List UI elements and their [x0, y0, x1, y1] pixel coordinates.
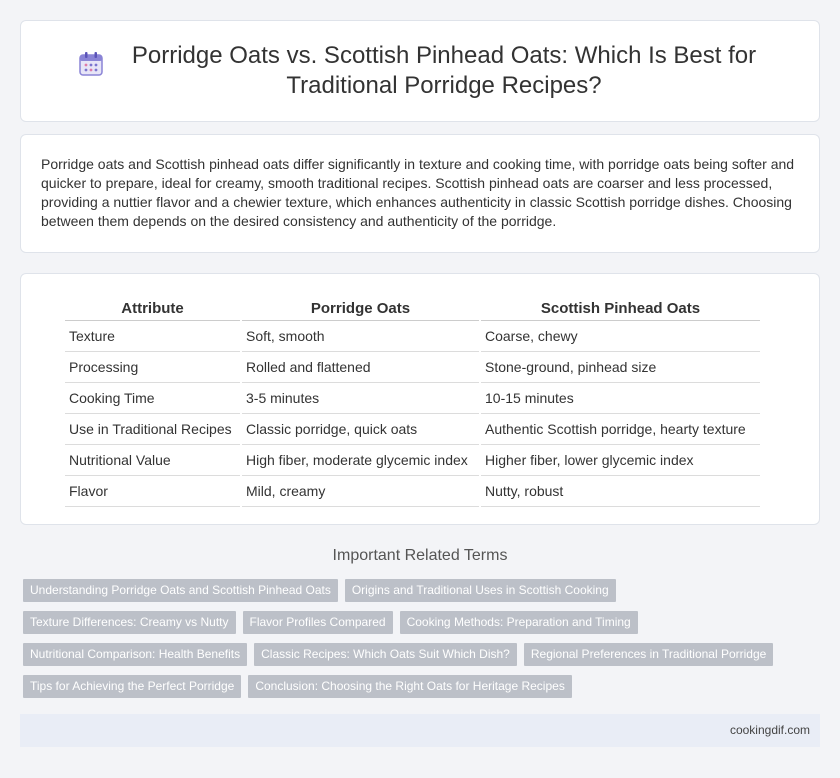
term-tag[interactable]: Origins and Traditional Uses in Scottish Cooking	[345, 579, 616, 602]
term-tag[interactable]: Texture Differences: Creamy vs Nutty	[23, 611, 236, 634]
table-cell: High fiber, moderate glycemic index	[242, 445, 479, 476]
table-cell: Texture	[65, 321, 240, 352]
table-cell: Classic porridge, quick oats	[242, 414, 479, 445]
table-cell: Authentic Scottish porridge, hearty texture	[481, 414, 760, 445]
header-pinhead-oats: Scottish Pinhead Oats	[481, 297, 760, 321]
title-wrap	[76, 41, 764, 101]
table-cell: Use in Traditional Recipes	[65, 414, 240, 445]
term-tag[interactable]: Flavor Profiles Compared	[243, 611, 393, 634]
table-row	[65, 383, 760, 414]
table-cell: Rolled and flattened	[242, 352, 479, 383]
comparison-table	[63, 297, 762, 507]
table-cell: Soft, smooth	[242, 321, 479, 352]
term-tag[interactable]: Regional Preferences in Traditional Porridge	[524, 643, 773, 666]
table-cell: Nutty, robust	[481, 476, 760, 507]
header-porridge-oats: Porridge Oats	[242, 297, 479, 321]
footer	[20, 714, 820, 747]
table-row	[65, 321, 760, 352]
table-cell: 10-15 minutes	[481, 383, 760, 414]
table-cell: Flavor	[65, 476, 240, 507]
table-cell: Stone-ground, pinhead size	[481, 352, 760, 383]
intro-paragraph: Porridge oats and Scottish pinhead oats differ significantly in texture and cooking time, with porridge oats being softer and quicker to prepare, ideal for creamy, smooth traditional recipes. Scottish pinhead oats are coarser and less processed, providing a nuttier flavor and a chewier texture, which enhances authenticity in classic Scottish porridge dishes. Choosing between them depends on the desired consistency and authenticity of the porridge.	[41, 156, 795, 229]
table-header-row	[65, 297, 760, 321]
table-cell: Mild, creamy	[242, 476, 479, 507]
table-cell: Coarse, chewy	[481, 321, 760, 352]
term-tag[interactable]: Nutritional Comparison: Health Benefits	[23, 643, 247, 666]
related-terms-list	[23, 579, 813, 698]
table-cell: Processing	[65, 352, 240, 383]
intro-card	[20, 134, 820, 253]
page-title: Porridge Oats vs. Scottish Pinhead Oats: Which Is Best for Traditional Porridge Recipes?	[131, 42, 757, 99]
term-tag[interactable]: Tips for Achieving the Perfect Porridge	[23, 675, 241, 698]
header-attribute: Attribute	[65, 297, 240, 321]
related-terms-heading: Important Related Terms	[332, 547, 508, 564]
table-row	[65, 445, 760, 476]
term-tag[interactable]: Understanding Porridge Oats and Scottish Pinhead Oats	[23, 579, 338, 602]
calendar-icon	[76, 49, 106, 79]
table-cell: 3-5 minutes	[242, 383, 479, 414]
table-row	[65, 414, 760, 445]
term-tag[interactable]: Cooking Methods: Preparation and Timing	[400, 611, 638, 634]
table-row	[65, 476, 760, 507]
table-cell: Nutritional Value	[65, 445, 240, 476]
title-card	[20, 20, 820, 122]
table-cell: Cooking Time	[65, 383, 240, 414]
term-tag[interactable]: Conclusion: Choosing the Right Oats for Heritage Recipes	[248, 675, 572, 698]
term-tag[interactable]: Classic Recipes: Which Oats Suit Which Dish?	[254, 643, 517, 666]
comparison-card	[20, 273, 820, 525]
table-cell: Higher fiber, lower glycemic index	[481, 445, 760, 476]
footer-site-link[interactable]: cookingdif.com	[729, 723, 810, 737]
table-row	[65, 352, 760, 383]
